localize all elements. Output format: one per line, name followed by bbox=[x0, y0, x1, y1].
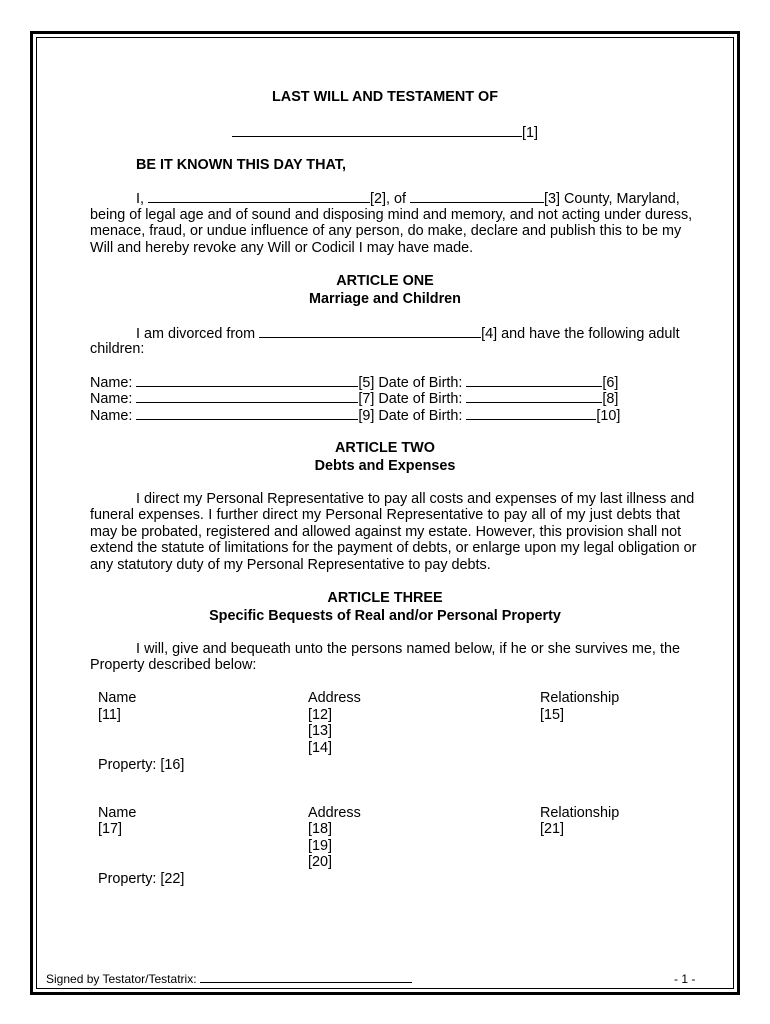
signature-blank[interactable] bbox=[200, 972, 412, 983]
intro-line-1 bbox=[136, 190, 680, 207]
children-label: children: bbox=[90, 341, 145, 357]
bequest-address-field[interactable]: [20] bbox=[308, 854, 333, 870]
page-number: - 1 - bbox=[674, 972, 696, 986]
signature-footer bbox=[46, 972, 412, 986]
article-two-subheading: Debts and Expenses bbox=[314, 458, 456, 474]
field-ref: [6] bbox=[602, 375, 619, 391]
field-ref-4: [4] and have the following adult bbox=[481, 326, 680, 342]
article-one-subheading: Marriage and Children bbox=[309, 291, 461, 307]
child-dob-blank[interactable] bbox=[466, 390, 602, 403]
bequest-relationship-field[interactable]: [21] bbox=[540, 821, 565, 837]
child-row bbox=[90, 407, 620, 424]
debts-line-1: I direct my Personal Representative to pay all costs and expenses of my last illness and bbox=[136, 491, 695, 507]
signature-label: Signed by Testator/Testatrix: bbox=[46, 972, 197, 986]
article-two-heading: ARTICLE TWO bbox=[335, 440, 435, 456]
bequest-address-field[interactable]: [13] bbox=[308, 723, 333, 739]
field-ref-1: [1] bbox=[522, 125, 538, 141]
child-name-label: Name: bbox=[90, 391, 133, 407]
testator-name-blank[interactable] bbox=[232, 124, 522, 137]
bequest-name-header: Name bbox=[98, 805, 137, 821]
bequest-address-field[interactable]: [12] bbox=[308, 707, 333, 723]
child-dob-blank[interactable] bbox=[466, 374, 602, 387]
known-heading: BE IT KNOWN THIS DAY THAT, bbox=[136, 157, 347, 173]
child-dob-label: [5] Date of Birth: bbox=[358, 375, 463, 391]
document-title: LAST WILL AND TESTAMENT OF bbox=[272, 89, 498, 105]
bequest-name-field[interactable]: [11] bbox=[98, 707, 121, 723]
bequest-relationship-header: Relationship bbox=[540, 805, 620, 821]
divorce-text: I am divorced from bbox=[136, 326, 256, 342]
bequest-name-header: Name bbox=[98, 690, 137, 706]
child-name-blank[interactable] bbox=[136, 374, 358, 387]
bequest-name-field[interactable]: [17] bbox=[98, 821, 123, 837]
debts-line-4: extend the statute of limitations for the payment of debts, or enlarge upon my legal obligation or bbox=[90, 540, 697, 556]
intro-line-4: Will and hereby revoke any Will or Codicil I may have made. bbox=[90, 240, 474, 256]
child-dob-label: [7] Date of Birth: bbox=[358, 391, 463, 407]
bequest-intro-line-2: Property described below: bbox=[90, 657, 257, 673]
county-blank[interactable] bbox=[410, 190, 544, 203]
intro-line-3: menace, fraud, or undue influence of any person, do make, declare and publish this to be my bbox=[90, 223, 682, 239]
bequest-address-field[interactable]: [19] bbox=[308, 838, 333, 854]
child-name-label: Name: bbox=[90, 375, 133, 391]
debts-line-2: funeral expenses. I further direct my Personal Representative to pay all of my just debts that bbox=[90, 507, 680, 523]
bequest-intro-line-1: I will, give and bequeath unto the persons named below, if he or she survives me, the bbox=[136, 641, 680, 657]
bequest-property-field[interactable]: Property: [16] bbox=[98, 757, 185, 773]
debts-line-3: may be probated, registered and allowed against my estate. However, this provision shall not bbox=[90, 524, 682, 540]
field-ref-3: [3] County, Maryland, bbox=[544, 191, 680, 207]
bequest-address-field[interactable]: [18] bbox=[308, 821, 333, 837]
former-spouse-blank[interactable] bbox=[259, 325, 481, 338]
bequest-relationship-field[interactable]: [15] bbox=[540, 707, 565, 723]
intro-line-2: being of legal age and of sound and disposing mind and memory, and not acting under duress, bbox=[90, 207, 693, 223]
child-row bbox=[90, 390, 618, 407]
article-three-subheading: Specific Bequests of Real and/or Personal Property bbox=[209, 608, 561, 624]
testator-blank[interactable] bbox=[148, 190, 370, 203]
intro-i: I, bbox=[136, 191, 144, 207]
field-ref-2: [2], of bbox=[370, 191, 406, 207]
article-three-heading: ARTICLE THREE bbox=[327, 590, 443, 606]
bequest-property-field[interactable]: Property: [22] bbox=[98, 871, 185, 887]
child-name-blank[interactable] bbox=[136, 407, 358, 420]
article-one-heading: ARTICLE ONE bbox=[336, 273, 434, 289]
bequest-address-field[interactable]: [14] bbox=[308, 740, 333, 756]
field-ref: [10] bbox=[596, 408, 621, 424]
divorce-line bbox=[136, 325, 680, 342]
bequest-address-header: Address bbox=[308, 690, 361, 706]
bequest-relationship-header: Relationship bbox=[540, 690, 620, 706]
child-name-label: Name: bbox=[90, 408, 133, 424]
bequest-address-header: Address bbox=[308, 805, 361, 821]
child-dob-blank[interactable] bbox=[466, 407, 596, 420]
testator-name-line bbox=[232, 124, 538, 141]
child-name-blank[interactable] bbox=[136, 390, 358, 403]
debts-line-5: any statutory duty of my Personal Representative to pay debts. bbox=[90, 557, 491, 573]
child-row bbox=[90, 374, 618, 391]
child-dob-label: [9] Date of Birth: bbox=[358, 408, 463, 424]
field-ref: [8] bbox=[602, 391, 619, 407]
